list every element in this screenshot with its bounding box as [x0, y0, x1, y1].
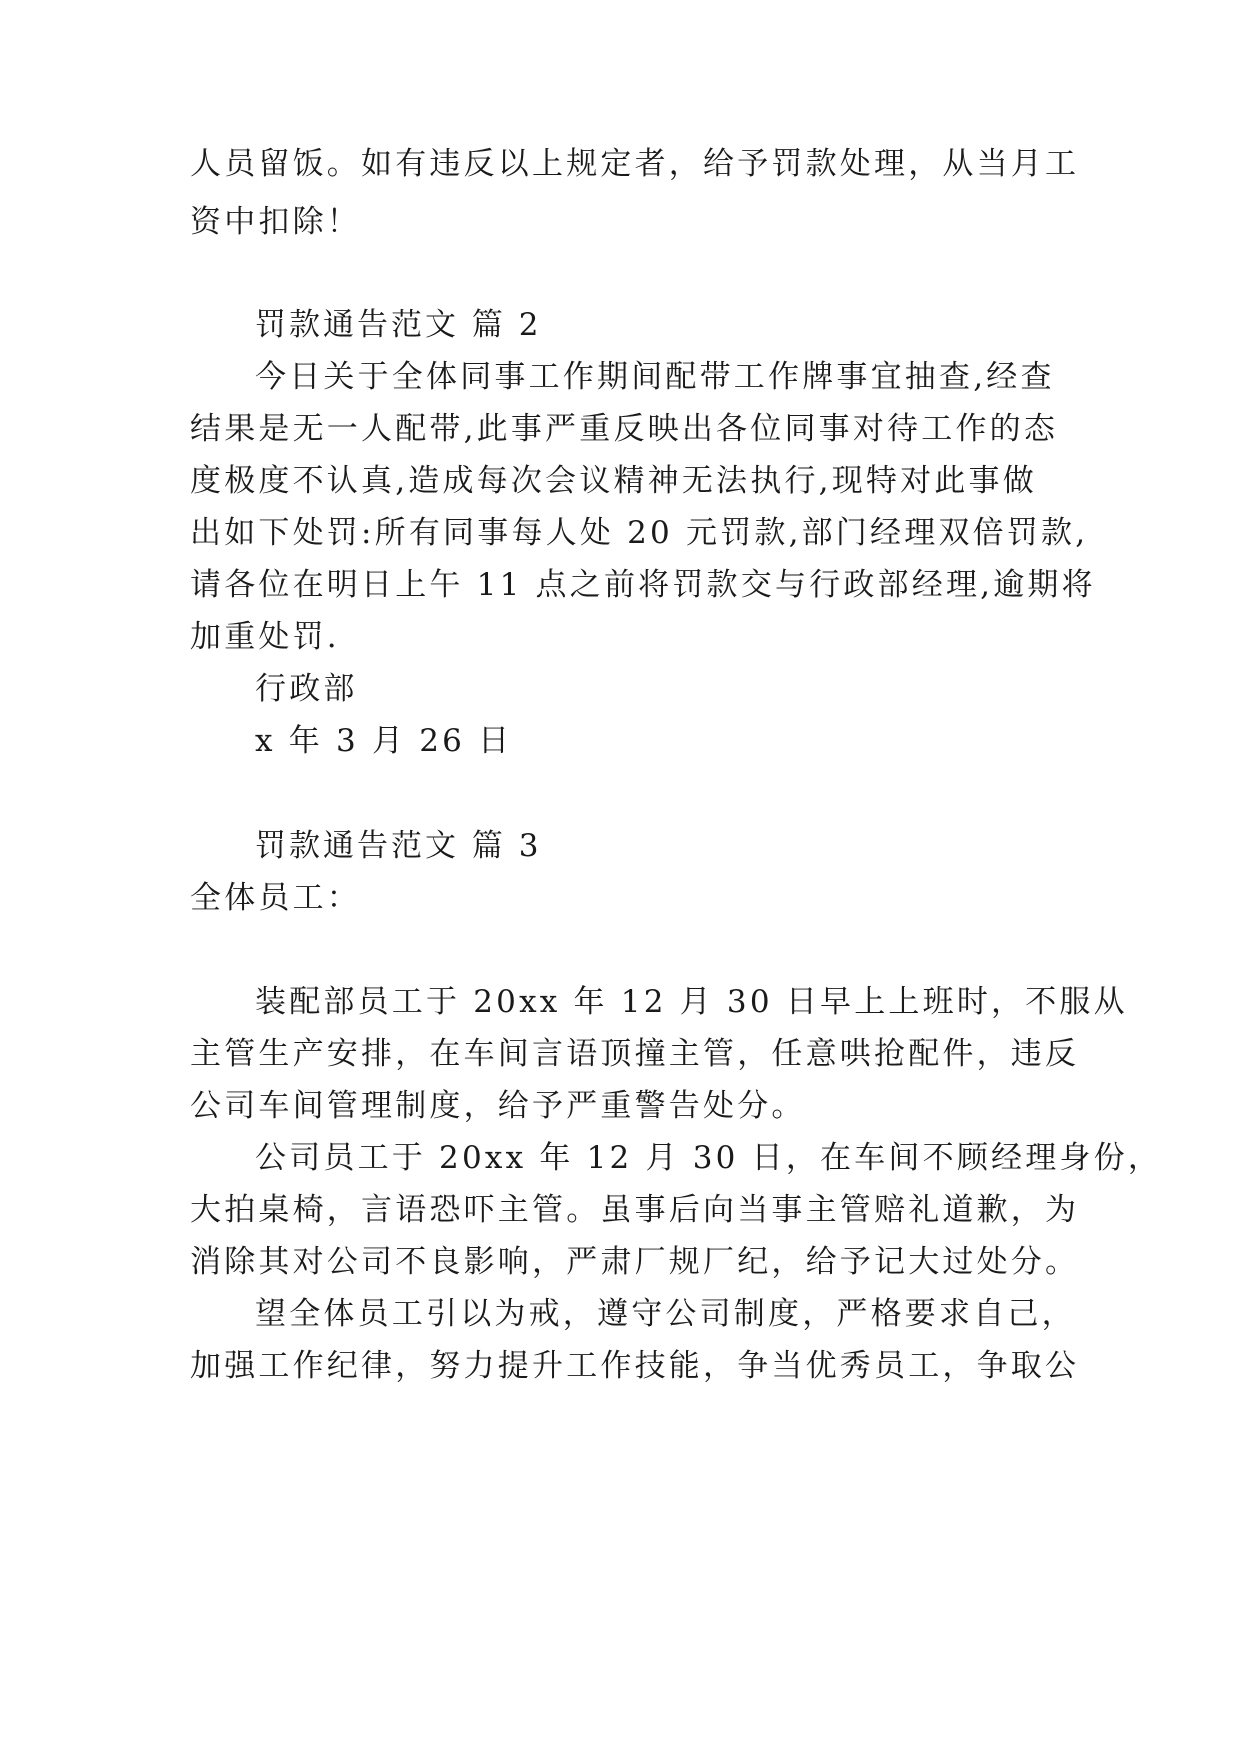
signature: 行政部	[255, 671, 358, 707]
body-line: 消除其对公司不良影响，严肃厂规厂纪，给予记大过处分。	[190, 1244, 1080, 1280]
paragraph-first-line: 望全体员工引以为戒，遵守公司制度，严格要求自己，	[255, 1296, 1076, 1332]
date: x 年 3 月 26 日	[255, 723, 513, 759]
section-heading: 罚款通告范文 篇 3	[255, 828, 542, 864]
body-line: 人员留饭。如有违反以上规定者，给予罚款处理，从当月工	[190, 146, 1080, 182]
body-line: 出如下处罚:所有同事每人处 20 元罚款,部门经理双倍罚款,	[190, 515, 1089, 551]
section-heading: 罚款通告范文 篇 2	[255, 307, 542, 343]
body-line: 加重处罚.	[190, 619, 340, 655]
body-line: 资中扣除！	[190, 204, 361, 240]
paragraph-first-line: 装配部员工于 20xx 年 12 月 30 日早上上班时，不服从	[255, 984, 1128, 1020]
body-line: 结果是无一人配带,此事严重反映出各位同事对待工作的态	[190, 411, 1059, 447]
body-line: 请各位在明日上午 11 点之前将罚款交与行政部经理,逾期将	[190, 567, 1096, 603]
paragraph-first-line: 今日关于全体同事工作期间配带工作牌事宜抽查,经查	[255, 359, 1055, 395]
body-line: 加强工作纪律，努力提升工作技能，争当优秀员工，争取公	[190, 1348, 1080, 1384]
body-line: 主管生产安排，在车间言语顶撞主管，任意哄抢配件，违反	[190, 1036, 1080, 1072]
body-line: 公司车间管理制度，给予严重警告处分。	[190, 1088, 806, 1124]
body-line: 度极度不认真,造成每次会议精神无法执行,现特对此事做	[190, 463, 1037, 499]
body-line: 大拍桌椅，言语恐吓主管。虽事后向当事主管赔礼道歉，为	[190, 1192, 1080, 1228]
salutation: 全体员工：	[190, 880, 361, 916]
paragraph-first-line: 公司员工于 20xx 年 12 月 30 日，在车间不顾经理身份，	[255, 1140, 1163, 1176]
